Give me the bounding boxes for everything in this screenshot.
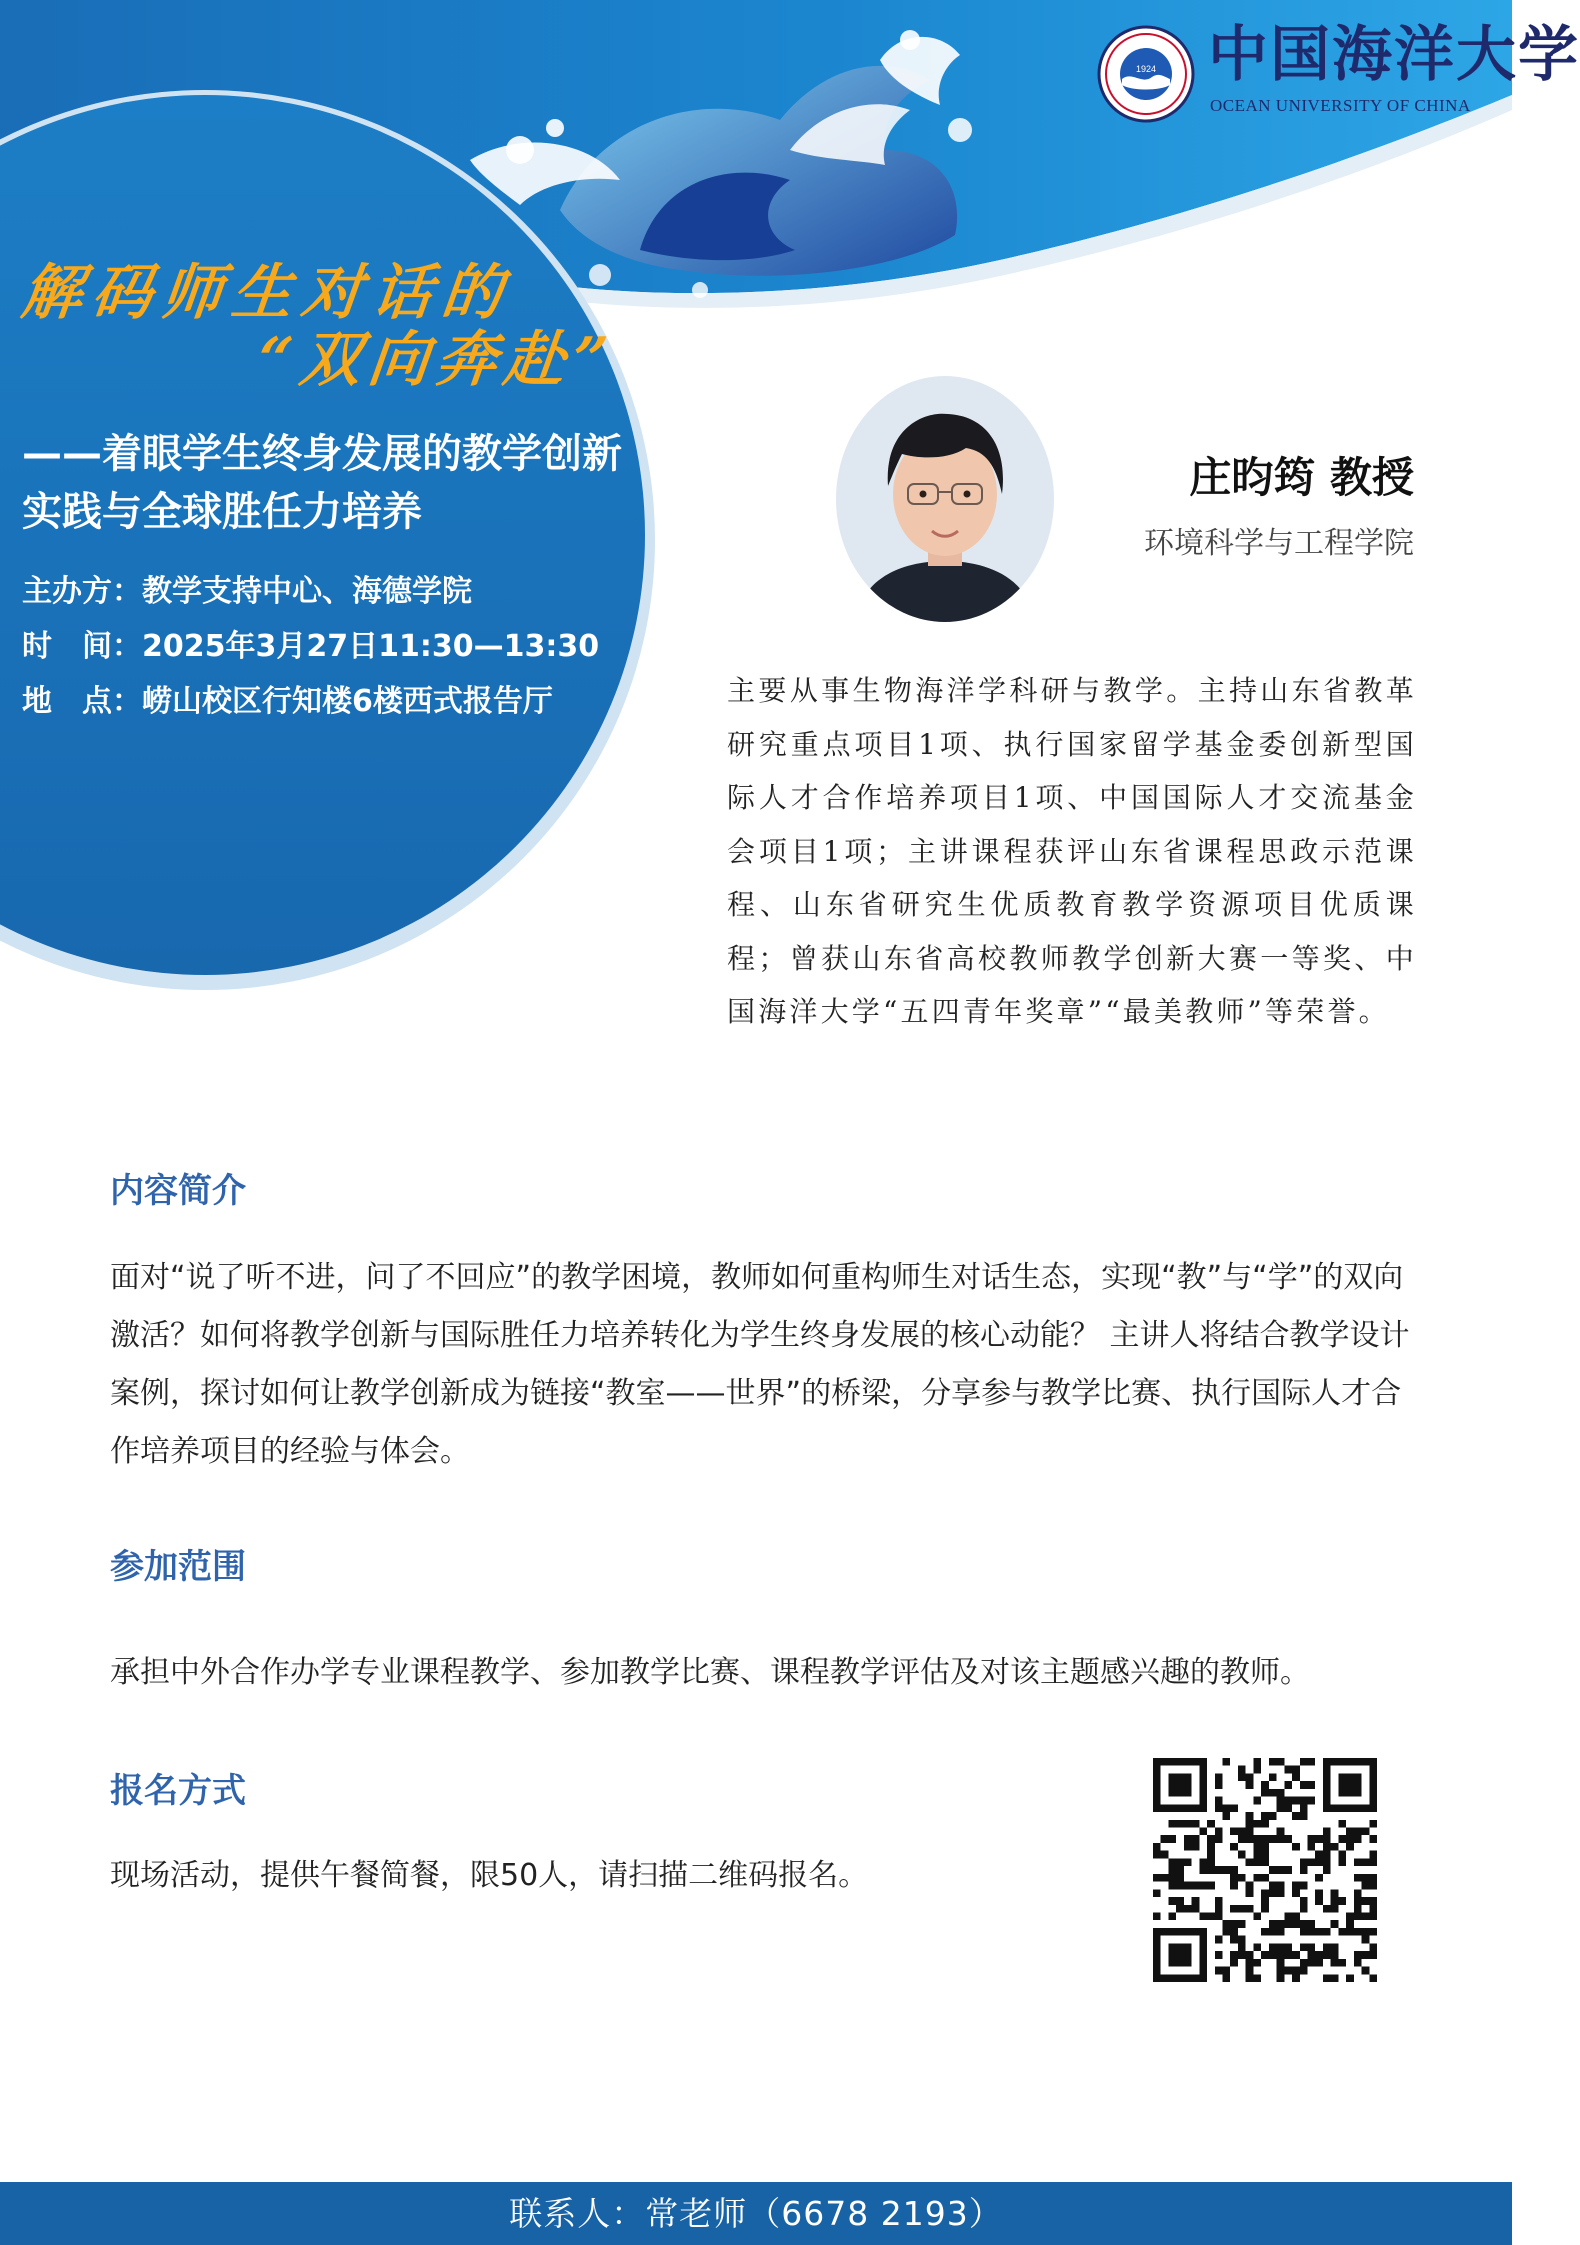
- speaker-portrait: [836, 376, 1054, 622]
- contact-info: 联系人：常老师（6678 2193）: [509, 2194, 1003, 2233]
- scope-body: 承担中外合作办学专业课程教学、参加教学比赛、课程教学评估及对该主题感兴趣的教师。: [110, 1655, 1310, 1690]
- intro-body: 面对“说了听不进，问了不回应”的教学困境，教师如何重构师生对话生态，实现“教”与“学”的双向激活？如何将教学创新与国际胜任力培养转化为学生终身发展的核心动能？ 主讲人将结合教学设计案例，探讨如何让教学创新成为链接“教室——世界”的桥梁，分享参与教学比赛、执行国际人才合作培养项目的经验与体会。: [110, 1260, 1410, 1469]
- university-name-en: OCEAN UNIVERSITY OF CHINA: [1210, 96, 1471, 115]
- qr-code-icon[interactable]: [1153, 1758, 1377, 1982]
- university-name-cn: 中国海洋大学: [1208, 20, 1580, 90]
- speaker-bio: 主要从事生物海洋学科研与教学。主持山东省教革研究重点项目1项、执行国家留学基金委创新型国际人才合作培养项目1项、中国国际人才交流基金会项目1项；主讲课程获评山东省课程思政示范课程、山东省研究生优质教育教学资源项目优质课程；曾获山东省高校教师教学创新大赛一等奖、中国海洋大学“五四青年奖章”“最美教师”等荣誉。: [727, 674, 1417, 1028]
- organizer-line: 主办方：教学支持中心、海德学院: [22, 574, 472, 609]
- scope-heading: 参加范围: [110, 1547, 246, 1587]
- event-subtitle: ——着眼学生终身发展的教学创新实践与全球胜任力培养: [22, 431, 622, 535]
- event-title-line1: 解码师生对话的: [18, 258, 516, 328]
- place-line: 地 点：崂山校区行知楼6楼西式报告厅: [22, 684, 553, 719]
- intro-heading: 内容简介: [110, 1171, 246, 1211]
- time-line: 时 间：2025年3月27日11:30—13:30: [22, 629, 600, 664]
- speaker-name: 庄昀筠 教授: [1189, 453, 1414, 502]
- event-title-line2: “双向奔赴”: [254, 325, 619, 395]
- signup-heading: 报名方式: [110, 1771, 246, 1811]
- speaker-department: 环境科学与工程学院: [1144, 526, 1414, 561]
- footer-bar: [0, 2182, 1512, 2245]
- seal-year: 1924: [1135, 64, 1157, 74]
- university-seal-icon: [1097, 25, 1195, 123]
- signup-body: 现场活动，提供午餐简餐，限50人，请扫描二维码报名。: [110, 1858, 869, 1893]
